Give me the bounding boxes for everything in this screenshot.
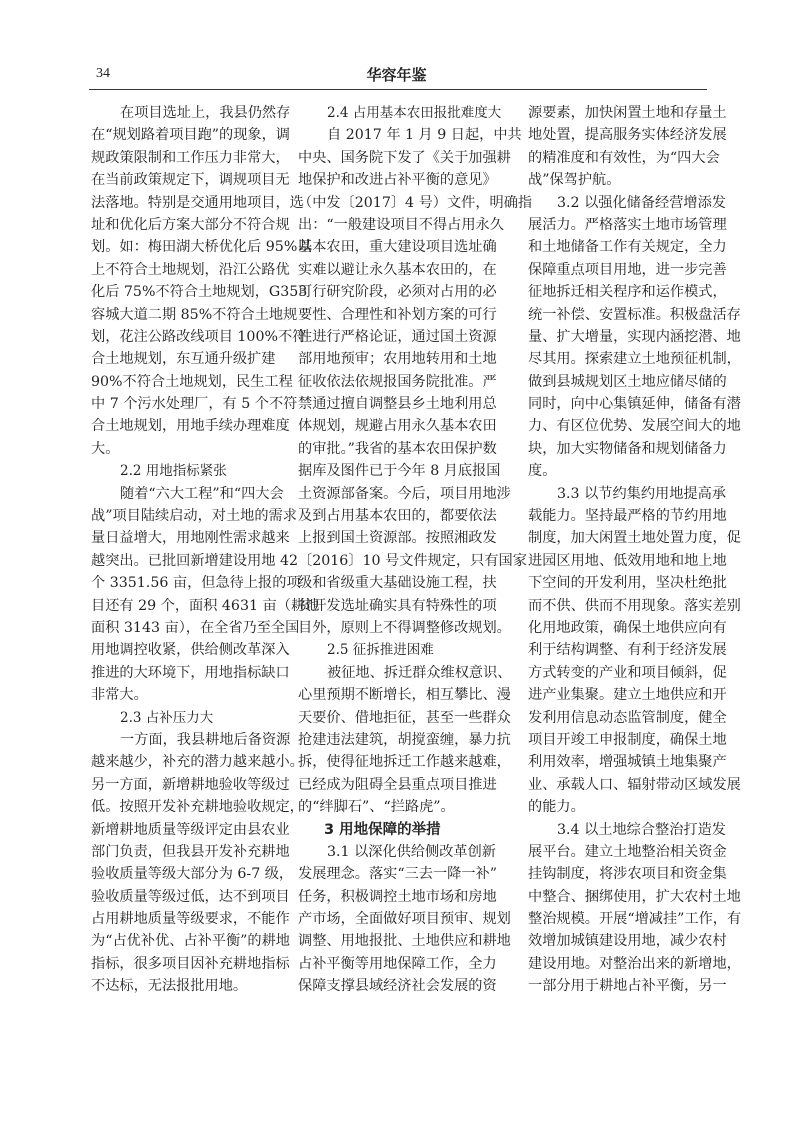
subsection-heading: 2.5 征拆推进困难 [327, 642, 434, 659]
text-line: 非常大。 [91, 687, 148, 704]
text-line: 验收质量等级大部分为 6-7 级， [91, 866, 294, 883]
paragraph [298, 124, 533, 639]
text-line: 中 7 个污水处理厂，有 5 个不符 [91, 396, 298, 413]
text-line: 战”项目陆续启动，对土地的需求 [91, 508, 297, 525]
subsection-heading: 2.2 用地指标紧张 [120, 463, 227, 480]
text-line: 调整、用地报批、土地供应和耕地 [298, 933, 511, 950]
text-line: 下空间的开发利用，坚决杜绝批 [528, 575, 727, 592]
text-line: 禁通过擅自调整县乡土地利用总 [298, 396, 497, 413]
text-line: 统一补偿、安置标准。积极盘活存 [528, 306, 741, 323]
text-line: 部门负责，但我县开发补充耕地 [91, 843, 290, 860]
text-line: 据库及图件已于今年 8 月底报国 [298, 463, 501, 480]
paragraph [91, 483, 320, 707]
text-line: 法落地。特别是交通用地项目，选 [91, 194, 304, 211]
text-line: 低。按照开发补充耕地验收规定， [91, 799, 304, 816]
subsection-heading: 2.4 占用基本农田报批难度大 [327, 105, 502, 121]
text-column-1 [91, 102, 320, 998]
header-rule [89, 89, 707, 90]
text-line: 自 2017 年 1 月 9 日起，中共 [327, 127, 522, 144]
text-line: 保障重点项目用地，进一步完善 [528, 261, 727, 278]
subsection-heading: 2.3 占补压力大 [120, 709, 214, 726]
text-line: 容城大道二期 85%不符合土地规 [91, 306, 298, 323]
text-line: 发展理念。落实“三去一降一补” [298, 866, 497, 883]
text-line: 用地调控收紧，供给侧改革深入 [91, 642, 290, 659]
text-line: 推进的大环境下，用地指标缺口 [91, 664, 290, 681]
text-line: 尽其用。探索建立土地预征机制， [528, 351, 741, 368]
text-line: 整治规模。开展“增减挂”工作，有 [528, 911, 742, 928]
text-line: （中发〔2017〕4 号）文件，明确指 [298, 194, 533, 211]
text-line: 利于结构调整、有利于经济发展 [528, 642, 727, 659]
text-line: 〔2016〕10 号文件规定，只有国家 [298, 552, 527, 569]
paragraph [298, 841, 511, 998]
text-line: 指标，很多项目因补充耕地指标 [91, 955, 290, 972]
text-line: 上报到国土资源部。按照湘政发 [298, 530, 497, 547]
text-line: 可行研究阶段，必须对占用的必 [298, 284, 497, 301]
text-line: 量、扩大增量，实现内涵挖潜、地 [528, 328, 741, 345]
paragraph [528, 192, 741, 483]
text-line: 效增加城镇建设用地，减少农村 [528, 933, 727, 950]
text-line: 级和省级重大基础设施工程，扶 [298, 575, 497, 592]
text-line: 化后 75%不符合土地规划，G353 [91, 284, 308, 301]
text-line: 度。 [528, 463, 557, 480]
section-heading: 3 用地保障的举措 [324, 821, 441, 838]
text-line: 抢建违法建筑，胡搅蛮缠，暴力抗 [298, 731, 511, 748]
text-line: 合土地规划，用地手续办理难度 [91, 418, 290, 435]
text-line: 新增耕地质量等级评定由县农业 [91, 821, 290, 838]
text-line: 目外，原则上不得调整修改规划。 [298, 619, 511, 636]
text-line: 已经成为阻碍全县重点项目推进 [298, 776, 497, 793]
text-line: 展平台。建立土地整治相关资金 [528, 843, 727, 860]
text-line: 在“规划路着项目跑”的现象，调 [91, 127, 290, 144]
text-line: 中央、国务院下发了《关于加强耕 [298, 149, 511, 166]
text-line: 展活力。严格落实土地市场管理 [528, 216, 727, 233]
text-line: 业、承载人口、辐射带动区域发展 [528, 776, 741, 793]
text-line: 量日益增大，用地刚性需求越来 [91, 530, 290, 547]
text-line: 规政策限制和工作压力非常大， [91, 149, 290, 166]
text-line: 而不供、供而不用现象。落实差别 [528, 597, 741, 614]
text-line: 进产业集聚。建立土地供应和开 [528, 687, 727, 704]
text-line: 天要价、借地拒征，甚至一些群众 [298, 709, 511, 726]
text-line: 一方面，我县耕地后备资源 [120, 731, 291, 748]
running-title: 华容年鉴 [366, 66, 427, 84]
text-line: 划。如：梅田湖大桥优化后 95%以 [91, 239, 312, 256]
text-line: 要性、合理性和补划方案的可行 [298, 306, 497, 323]
text-line: 址和优化后方案大部分不符合规 [91, 216, 290, 233]
text-line: 土资源部备案。今后，项目用地涉 [298, 485, 511, 502]
text-line: 性进行严格论证，通过国土资源 [298, 328, 497, 345]
text-line: 部用地预审；农用地转用和土地 [298, 351, 497, 368]
text-line: 在项目选址上，我县仍然存 [120, 105, 291, 121]
text-line: 越来越少，补充的潜力越来越小。 [91, 754, 304, 771]
text-line: 体规划，规避占用永久基本农田 [298, 418, 497, 435]
text-column-2 [298, 102, 533, 998]
text-line: 占补平衡等用地保障工作，全力 [298, 955, 497, 972]
text-line: 越突出。已批回新增建设用地 42 [91, 552, 299, 569]
text-line: 进园区用地、低效用地和地上地 [528, 552, 727, 569]
text-line: 源要素，加快闲置土地和存量土 [528, 105, 727, 121]
text-line: 载能力。坚持最严格的节约用地 [528, 508, 727, 525]
text-line: 利用效率，增强城镇土地集聚产 [528, 754, 727, 771]
text-line: 产市场，全面做好项目预审、规划 [298, 911, 511, 928]
text-line: 3.3 以节约集约用地提高承 [557, 485, 726, 502]
text-line: 3.1 以深化供给侧改革创新 [327, 843, 496, 860]
text-line: 的能力。 [528, 799, 585, 816]
text-line: 被征地、拆迁群众维权意识、 [327, 664, 512, 681]
text-line: 心里预期不断增长，相互攀比、漫 [298, 687, 511, 704]
paragraph [91, 729, 304, 998]
text-line: 中整合、捆绑使用，扩大农村土地 [528, 888, 741, 905]
text-line: 地处置，提高服务实体经济发展 [528, 127, 727, 144]
text-line: 不达标，无法报批用地。 [91, 978, 248, 995]
text-line: 在当前政策规定下，调规项目无 [91, 172, 290, 189]
text-line: 为“占优补优、占补平衡”的耕地 [91, 933, 290, 950]
paragraph [528, 102, 727, 192]
text-line: 合土地规划，东互通升级扩建 [91, 351, 276, 368]
text-line: 保障支撑县域经济社会发展的资 [298, 978, 497, 995]
text-line: 块，加大实物储备和规划储备力 [528, 440, 727, 457]
paragraph [528, 819, 742, 998]
text-line: 个 3351.56 亩，但急待上报的项 [91, 575, 301, 592]
text-line: 征地拆迁相关程序和运作模式， [528, 284, 727, 301]
text-line: 同时，向中心集镇延伸，储备有潜 [528, 396, 741, 413]
text-line: 挂钩制度，将涉农项目和资金集 [528, 866, 727, 883]
text-line: 面积 3143 亩），在全省乃至全国 [91, 619, 300, 636]
text-line: 基本农田，重大建设项目选址确 [298, 239, 497, 256]
text-line: 方式转变的产业和项目倾斜，促 [528, 664, 727, 681]
text-line: 另一方面，新增耕地验收等级过 [91, 776, 290, 793]
text-line: 3.2 以强化储备经营增添发 [557, 194, 726, 211]
page-number: 34 [96, 66, 110, 81]
text-line: 上不符合土地规划，沿江公路优 [91, 261, 290, 278]
text-line: 实难以避让永久基本农田的，在 [298, 261, 497, 278]
text-line: 的精准度和有效性，为“四大会 [528, 149, 720, 166]
text-line: 贫开发选址确实具有特殊性的项 [298, 597, 497, 614]
text-line: 和土地储备工作有关规定，全力 [528, 239, 727, 256]
text-line: 力、有区位优势、发展空间大的地 [528, 418, 741, 435]
text-line: 3.4 以土地综合整治打造发 [557, 821, 726, 838]
text-line: 制度，加大闲置土地处置力度，促 [528, 530, 741, 547]
text-line: 目还有 29 个，面积 4631 亩（耕地 [91, 597, 320, 614]
text-line: 拆，使得征地拆迁工作越来越难， [298, 754, 511, 771]
text-line: 战”保驾护航。 [528, 172, 621, 189]
text-line: 大。 [91, 440, 120, 457]
text-line: 地保护和改进占补平衡的意见》 [298, 172, 497, 189]
text-line: 化用地政策，确保土地供应向有 [528, 619, 727, 636]
text-line: 项目开竣工申报制度，确保土地 [528, 731, 727, 748]
text-line: 做到县城规划区土地应储尽储的 [528, 373, 727, 390]
paragraph [91, 102, 312, 460]
text-line: 随着“六大工程”和“四大会 [120, 485, 284, 502]
text-line: 占用耕地质量等级要求，不能作 [91, 911, 290, 928]
text-line: 90%不符合土地规划，民生工程 [91, 373, 293, 390]
text-line: 任务，积极调控土地市场和房地 [298, 888, 497, 905]
text-line: 划，花注公路改线项目 100%不符 [91, 328, 307, 345]
text-line: 征收依法依规报国务院批准。严 [298, 373, 497, 390]
text-line: 的“绊脚石”、“拦路虎”。 [298, 799, 455, 816]
text-column-3 [528, 102, 742, 998]
text-line: 验收质量等级过低，达不到项目 [91, 888, 290, 905]
paragraph [298, 662, 512, 819]
text-line: 的审批。”我省的基本农田保护数 [298, 440, 497, 457]
text-line: 发利用信息动态监管制度，健全 [528, 709, 727, 726]
paragraph [528, 483, 741, 819]
text-line: 出：“一般建设项目不得占用永久 [298, 216, 504, 233]
text-line: 及到占用基本农田的，都要依法 [298, 508, 497, 525]
text-line: 一部分用于耕地占补平衡，另一 [528, 978, 727, 995]
text-line: 建设用地。对整治出来的新增地， [528, 955, 741, 972]
